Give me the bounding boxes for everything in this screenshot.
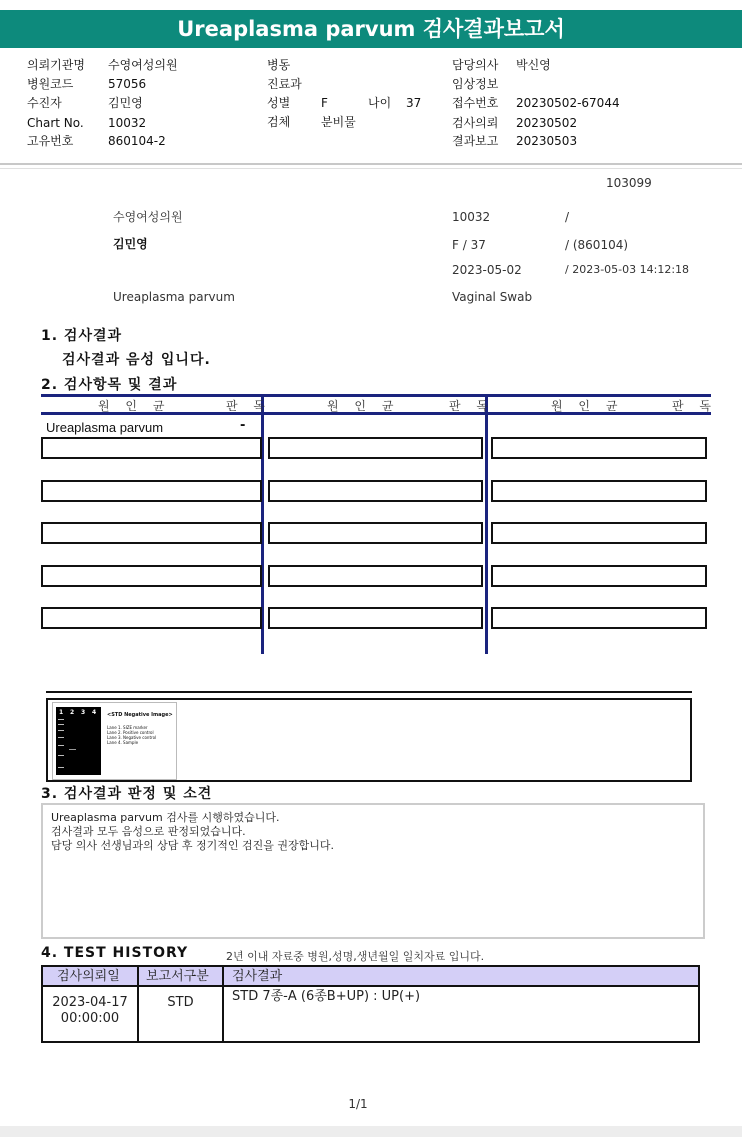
receipt-value: 20230502-67044 <box>516 96 620 110</box>
viewer-bottom-bar <box>0 1126 742 1137</box>
result-cell <box>268 480 483 502</box>
age-value: 37 <box>406 96 422 110</box>
result-cell <box>491 480 707 502</box>
info-datetime2: / 2023-05-03 14:12:18 <box>565 263 690 276</box>
gel-lane-label: 3 <box>81 709 86 716</box>
sex-label: 성별 <box>267 96 291 110</box>
history-table <box>41 965 700 1043</box>
section4-title: 4. TEST HISTORY <box>41 945 189 961</box>
result-cell <box>491 607 707 629</box>
gel-band <box>58 719 64 720</box>
info-test: Ureaplasma parvum <box>113 290 235 304</box>
col-organism-1: 원 인 균 <box>98 399 171 413</box>
gel-lane-label: 4 <box>92 709 97 716</box>
gel-band <box>58 737 64 738</box>
report-title: Ureaplasma parvum 검사결과보고서 <box>0 10 742 48</box>
gel-image <box>52 702 177 780</box>
institution-label: 의뢰기관명 <box>27 58 85 72</box>
col-judgement-3: 판 독 <box>672 399 717 413</box>
page-number: 1/1 <box>348 1097 368 1111</box>
patient-label: 수진자 <box>27 96 62 110</box>
history-col-result: 검사결과 <box>232 969 283 984</box>
result-cell <box>491 565 707 587</box>
result-cell <box>268 522 483 544</box>
table-col-divider-2 <box>485 394 488 654</box>
opinion-line: Ureaplasma parvum 검사를 시행하였습니다. <box>51 811 280 824</box>
section1-title: 1. 검사결과 <box>41 328 123 344</box>
hospital-code-label: 병원코드 <box>27 77 74 91</box>
col-judgement-1: 판 독 <box>226 399 271 413</box>
age-label: 나이 <box>368 96 392 110</box>
ward-label: 병동 <box>267 58 291 72</box>
result-cell <box>268 565 483 587</box>
dept-label: 진료과 <box>267 77 302 91</box>
col-organism-3: 원 인 균 <box>551 399 624 413</box>
result-cell <box>41 480 262 502</box>
result-cell <box>491 437 707 459</box>
history-row-type: STD <box>167 995 194 1010</box>
request-label: 검사의뢰 <box>452 116 499 130</box>
chart-label: Chart No. <box>27 116 84 130</box>
result-cell <box>268 437 483 459</box>
history-col-divider <box>222 967 224 1041</box>
header-divider-thin <box>0 168 742 169</box>
opinion-line: 검사결과 모두 음성으로 판정되었습니다. <box>51 825 246 838</box>
info-specimen: Vaginal Swab <box>452 290 533 304</box>
gel-legend-item: Lane 3. Negative control <box>107 735 157 740</box>
section2-title: 2. 검사항목 및 결과 <box>41 377 178 393</box>
info-sex-age: F / 37 <box>452 238 486 252</box>
specimen-value: 분비물 <box>321 115 356 129</box>
unique-value: 860104-2 <box>108 134 166 148</box>
history-row-result: STD 7종-A (6종B+UP) : UP(+) <box>232 989 421 1004</box>
report-label: 결과보고 <box>452 134 499 148</box>
history-row-date: 2023-04-17 <box>52 995 128 1010</box>
institution-value: 수영여성의원 <box>108 58 178 72</box>
history-note: 2년 이내 자료중 병원,성명,생년월일 일치자료 입니다. <box>226 950 485 963</box>
history-row-time: 00:00:00 <box>60 1011 120 1026</box>
request-value: 20230502 <box>516 116 578 130</box>
section3-title: 3. 검사결과 판정 및 소견 <box>41 786 213 802</box>
doctor-value: 박신영 <box>516 58 551 72</box>
gel-band <box>58 767 64 768</box>
info-chart: 10032 <box>452 210 491 224</box>
col-organism-2: 원 인 균 <box>327 399 400 413</box>
result-cell <box>41 607 262 629</box>
report-code: 103099 <box>606 176 652 190</box>
history-header <box>43 967 698 987</box>
info-birth: / (860104) <box>565 238 629 252</box>
info-patient: 김민영 <box>113 237 148 251</box>
report-value: 20230503 <box>516 134 578 148</box>
chart-value: 10032 <box>108 116 147 130</box>
gel-lane-label: 2 <box>70 709 75 716</box>
row1-organism: Ureaplasma parvum <box>46 420 164 435</box>
gel-band <box>58 745 64 746</box>
gel-band <box>58 724 64 725</box>
history-col-type: 보고서구분 <box>146 969 209 984</box>
info-slash: / <box>565 210 570 224</box>
info-date1: 2023-05-02 <box>452 263 522 277</box>
gel-lane-label: 1 <box>59 709 64 716</box>
clinical-label: 임상정보 <box>452 77 499 91</box>
row1-result: - <box>240 418 246 433</box>
header-divider <box>0 163 742 165</box>
result-cell <box>41 437 262 459</box>
gel-band <box>58 730 64 731</box>
info-clinic: 수영여성의원 <box>113 210 183 224</box>
gel-legend-item: Lane 2. Positive control <box>107 730 154 735</box>
gel-image-box <box>46 698 692 782</box>
result-cell <box>41 522 262 544</box>
specimen-label: 검체 <box>267 115 291 129</box>
col-judgement-2: 판 독 <box>449 399 494 413</box>
gel-photo <box>56 707 101 775</box>
patient-value: 김민영 <box>108 96 143 110</box>
gel-legend-item: Lane 4. Sample <box>107 740 139 745</box>
opinion-line: 담당 의사 선생님과의 상담 후 정기적인 검진을 권장합니다. <box>51 839 334 852</box>
history-col-date: 검사의뢰일 <box>57 969 120 984</box>
opinion-box <box>41 803 705 939</box>
result-cell <box>268 607 483 629</box>
gel-band <box>69 749 76 750</box>
gel-band <box>58 755 64 756</box>
section1-result: 검사결과 음성 입니다. <box>62 352 211 368</box>
result-cell <box>41 565 262 587</box>
result-cell <box>491 522 707 544</box>
hospital-code-value: 57056 <box>108 77 147 91</box>
doctor-label: 담당의사 <box>452 58 499 72</box>
gel-title: <STD Negative Image> <box>107 712 173 718</box>
receipt-label: 접수번호 <box>452 96 499 110</box>
gel-top-rule <box>46 691 692 693</box>
unique-label: 고유번호 <box>27 134 74 148</box>
sex-value: F <box>321 96 328 110</box>
gel-legend-item: Lane 1. SIZE marker <box>107 725 148 730</box>
